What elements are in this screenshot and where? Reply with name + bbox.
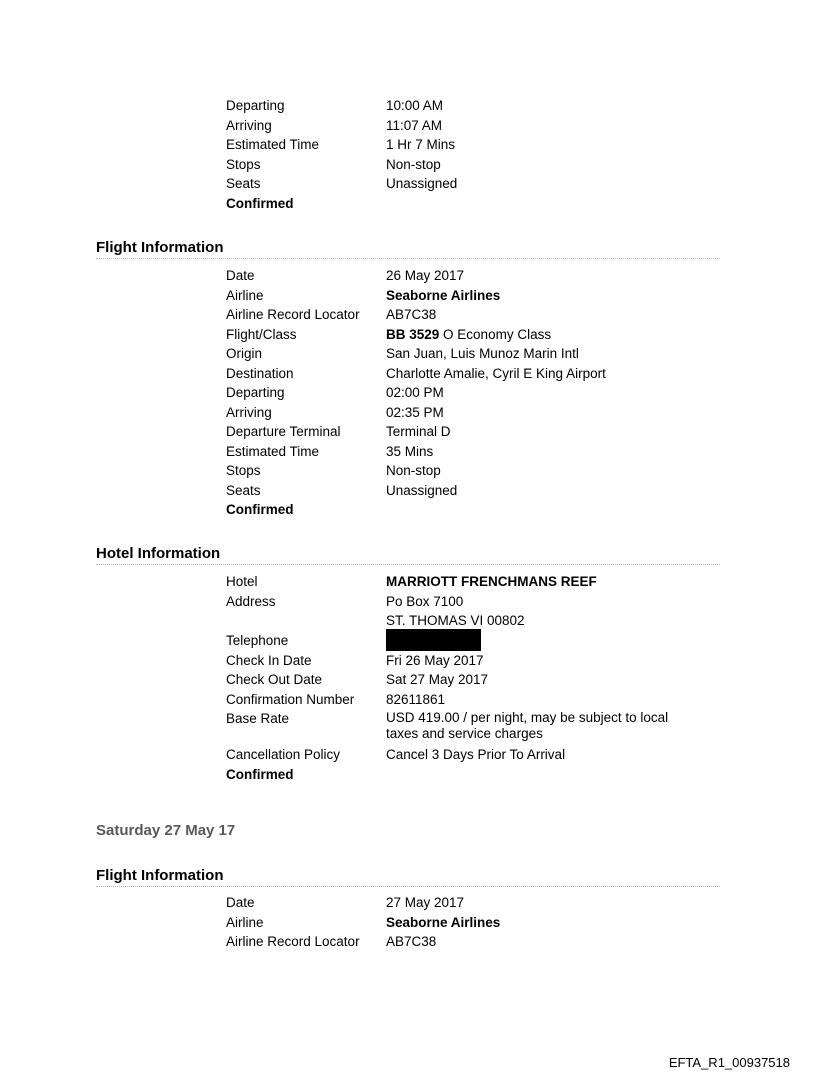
flight-continued-details bbox=[226, 96, 696, 213]
departure-terminal-label: Departure Terminal bbox=[226, 424, 341, 439]
detail-row bbox=[226, 383, 696, 403]
detail-row bbox=[226, 893, 696, 913]
section-header-hotel-information: Hotel Information bbox=[96, 545, 720, 565]
address-label: Address bbox=[226, 593, 276, 609]
confirmation-number-value: 82611861 bbox=[386, 691, 446, 707]
flight-class-value bbox=[386, 325, 696, 345]
check-in-value: Fri 26 May 2017 bbox=[386, 652, 484, 668]
detail-row bbox=[226, 481, 696, 501]
status-confirmed: Confirmed bbox=[226, 502, 294, 517]
departing-label: Departing bbox=[226, 98, 285, 113]
estimated-time-label: Estimated Time bbox=[226, 443, 320, 459]
confirmation-number-label: Confirmation Number bbox=[226, 691, 355, 707]
detail-row bbox=[226, 631, 696, 651]
detail-row bbox=[226, 572, 696, 592]
flight-class-label: Flight/Class bbox=[226, 326, 297, 342]
arriving-label: Arriving bbox=[226, 404, 272, 420]
seats-value: Unassigned bbox=[386, 482, 458, 498]
record-locator-label: Airline Record Locator bbox=[226, 307, 360, 322]
address-line-1: Po Box 7100 bbox=[386, 593, 464, 609]
status-confirmed: Confirmed bbox=[226, 195, 294, 211]
stops-value: Non-stop bbox=[386, 156, 441, 172]
hotel-value: MARRIOTT FRENCHMANS REEF bbox=[386, 574, 597, 589]
arriving-value: 11:07 AM bbox=[386, 117, 443, 133]
destination-value: Charlotte Amalie, Cyril E King Airport bbox=[386, 365, 606, 381]
stops-value: Non-stop bbox=[386, 463, 441, 478]
arriving-label: Arriving bbox=[226, 117, 272, 133]
address-value bbox=[386, 592, 696, 631]
record-locator-label: Airline Record Locator bbox=[226, 934, 360, 949]
airline-label: Airline bbox=[226, 914, 264, 930]
date-label: Date bbox=[226, 268, 255, 283]
stops-label: Stops bbox=[226, 463, 261, 478]
departing-value: 02:00 PM bbox=[386, 385, 444, 400]
detail-row bbox=[226, 913, 696, 933]
check-out-value: Sat 27 May 2017 bbox=[386, 672, 489, 688]
document-id: EFTA_R1_00937518 bbox=[668, 1055, 790, 1070]
flight-information-details bbox=[226, 893, 696, 952]
check-in-label: Check In Date bbox=[226, 652, 312, 668]
seats-label: Seats bbox=[226, 482, 261, 498]
detail-row bbox=[226, 690, 696, 710]
cancellation-policy-label: Cancellation Policy bbox=[226, 747, 341, 763]
estimated-time-value: 35 Mins bbox=[386, 443, 434, 459]
detail-row bbox=[226, 364, 696, 384]
date-value: 26 May 2017 bbox=[386, 268, 465, 283]
departing-label: Departing bbox=[226, 385, 285, 400]
detail-row bbox=[226, 325, 696, 345]
detail-row bbox=[226, 651, 696, 671]
departure-terminal-value: Terminal D bbox=[386, 424, 451, 439]
detail-row bbox=[226, 155, 696, 175]
status-confirmed: Confirmed bbox=[226, 766, 294, 782]
detail-row bbox=[226, 266, 696, 286]
telephone-value bbox=[386, 631, 696, 651]
departing-value: 10:00 AM bbox=[386, 98, 444, 113]
detail-row bbox=[226, 709, 696, 745]
detail-row bbox=[226, 592, 696, 631]
detail-row bbox=[226, 422, 696, 442]
cancellation-policy-value: Cancel 3 Days Prior To Arrival bbox=[386, 747, 566, 763]
detail-row bbox=[226, 745, 696, 765]
stops-label: Stops bbox=[226, 156, 261, 172]
hotel-information-details bbox=[226, 572, 696, 784]
hotel-label: Hotel bbox=[226, 574, 258, 589]
destination-label: Destination bbox=[226, 365, 294, 381]
section-header-flight-information: Flight Information bbox=[96, 867, 720, 887]
address-line-2: ST. THOMAS VI 00802 bbox=[386, 613, 525, 628]
detail-row bbox=[226, 344, 696, 364]
section-header-flight-information: Flight Information bbox=[96, 239, 720, 259]
telephone-label: Telephone bbox=[226, 632, 289, 648]
detail-row bbox=[226, 286, 696, 306]
detail-row bbox=[226, 932, 696, 952]
check-out-label: Check Out Date bbox=[226, 672, 323, 688]
detail-row bbox=[226, 305, 696, 325]
origin-label: Origin bbox=[226, 346, 263, 361]
detail-row bbox=[226, 174, 696, 194]
record-locator-value: AB7C38 bbox=[386, 934, 437, 949]
airline-value: Seaborne Airlines bbox=[386, 287, 501, 303]
airline-label: Airline bbox=[226, 287, 264, 303]
base-rate-value: USD 419.00 / per night, may be subject to local taxes and service charges bbox=[386, 710, 669, 742]
redaction-block bbox=[386, 629, 481, 651]
flight-number: BB 3529 bbox=[386, 326, 440, 342]
detail-row bbox=[226, 96, 696, 116]
base-rate-label: Base Rate bbox=[226, 711, 290, 727]
detail-row bbox=[226, 442, 696, 462]
detail-row bbox=[226, 135, 696, 155]
estimated-time-label: Estimated Time bbox=[226, 137, 320, 152]
detail-row bbox=[226, 116, 696, 136]
estimated-time-value: 1 Hr 7 Mins bbox=[386, 137, 456, 152]
fare-class: O Economy Class bbox=[439, 326, 552, 342]
record-locator-value: AB7C38 bbox=[386, 307, 437, 322]
day-header: Saturday 27 May 17 bbox=[96, 822, 236, 839]
seats-label: Seats bbox=[226, 176, 261, 191]
date-value: 27 May 2017 bbox=[386, 895, 465, 910]
detail-row bbox=[226, 461, 696, 481]
detail-row bbox=[226, 670, 696, 690]
date-label: Date bbox=[226, 895, 255, 910]
detail-row bbox=[226, 403, 696, 423]
origin-value: San Juan, Luis Munoz Marin Intl bbox=[386, 346, 579, 361]
arriving-value: 02:35 PM bbox=[386, 404, 444, 420]
airline-value: Seaborne Airlines bbox=[386, 914, 501, 930]
flight-information-details bbox=[226, 266, 696, 520]
seats-value: Unassigned bbox=[386, 176, 458, 191]
